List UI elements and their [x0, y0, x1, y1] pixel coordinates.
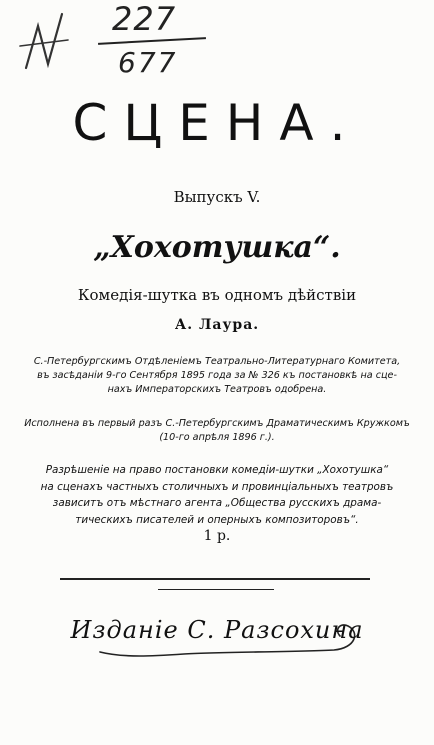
- handwritten-underline: [98, 37, 206, 45]
- publisher: Изданіе С. Разсохина: [70, 616, 364, 644]
- series-title: СЦЕНА.: [72, 94, 362, 152]
- censorship-line-1: С.-Петербургскимъ Отдѣленіемъ Театрально-Литературнаго Комитета,: [33, 356, 401, 367]
- censorship-note: [14, 355, 420, 397]
- issue-number: Выпускъ V.: [173, 188, 261, 206]
- rights-line-3: зависитъ отъ мѣстнаго агента „Общества русскихъ драма-: [52, 497, 382, 509]
- handwritten-mark: [18, 6, 78, 76]
- author-name: А. Лаура.: [174, 317, 260, 333]
- performance-line-2: (10-го апрѣля 1896 г.).: [159, 432, 275, 443]
- price: 1 р.: [203, 528, 231, 544]
- rights-line-4: тическихъ писателей и оперныхъ композиторовъ“.: [75, 513, 359, 526]
- handwritten-number-1: 227: [112, 0, 177, 38]
- divider: [60, 578, 370, 580]
- rights-line-1: Разрѣшеніе на право постановки комедіи-шутки „Хохотушка“: [45, 464, 389, 476]
- divider-short: [158, 589, 274, 590]
- rights-line-2: на сценахъ частныхъ столичныхъ и провинціальныхъ театровъ: [40, 480, 394, 493]
- rights-note: [14, 462, 420, 528]
- performance-note: [14, 417, 420, 445]
- handwritten-number-2: 677: [118, 46, 178, 79]
- play-title: „Хохотушка“.: [93, 230, 341, 265]
- performance-line-1: Исполнена въ первый разъ С.-Петербургскимъ Драматическимъ Кружкомъ: [24, 418, 410, 429]
- censorship-line-2: въ засѣданіи 9-го Сентября 1895 года за № 326 къ постановкѣ на сце-: [37, 370, 397, 381]
- genre-line: Комедія-шутка въ одномъ дѣйствіи: [77, 286, 357, 304]
- censorship-line-3: нахъ Императорскихъ Театровъ одобрена.: [107, 384, 327, 395]
